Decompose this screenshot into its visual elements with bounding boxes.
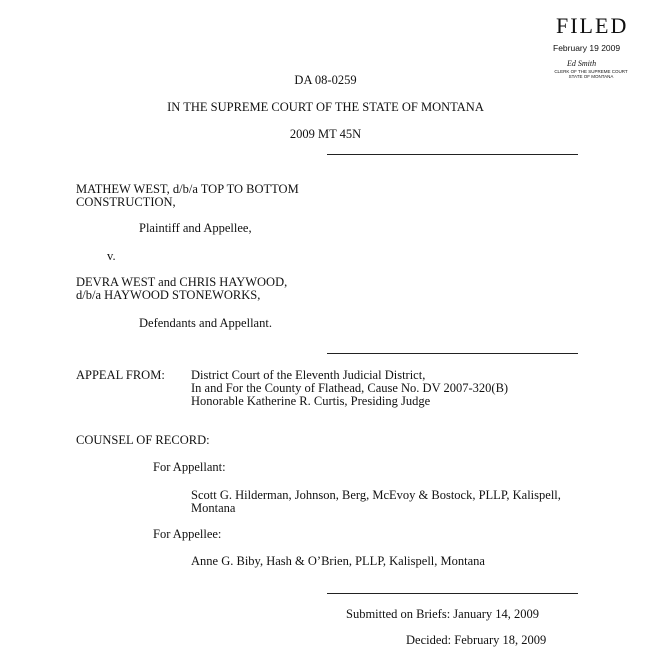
plaintiff-name-line1: MATHEW WEST, d/b/a TOP TO BOTTOM <box>76 182 299 196</box>
versus: v. <box>107 249 116 263</box>
appellant-counsel-line2: Montana <box>191 501 236 515</box>
defendant-name-line1: DEVRA WEST and CHRIS HAYWOOD, <box>76 275 288 289</box>
docket-number: DA 08-0259 <box>294 73 357 87</box>
submitted-date: Submitted on Briefs: January 14, 2009 <box>346 607 540 621</box>
clerk-title-line1: CLERK OF THE SUPREME COURT <box>554 69 628 74</box>
appellant-counsel-line1: Scott G. Hilderman, Johnson, Berg, McEvoy & Bostock, PLLP, Kalispell, <box>191 488 561 502</box>
caption-rule-top <box>327 154 578 155</box>
plaintiff-name-line2: CONSTRUCTION, <box>76 195 176 209</box>
court-name: IN THE SUPREME COURT OF THE STATE OF MONTANA <box>167 100 484 114</box>
appeal-from-label: APPEAL FROM: <box>76 368 165 382</box>
decided-date: Decided: February 18, 2009 <box>406 633 547 647</box>
plaintiff-role: Plaintiff and Appellee, <box>139 221 252 235</box>
for-appellant-label: For Appellant: <box>153 460 226 474</box>
clerk-title-line2: STATE OF MONTANA <box>568 74 614 79</box>
defendant-name-line2: d/b/a HAYWOOD STONEWORKS, <box>76 288 261 302</box>
counsel-of-record-label: COUNSEL OF RECORD: <box>76 433 210 447</box>
filed-stamp-title: FILED <box>556 13 629 38</box>
appeal-court-line1: District Court of the Eleventh Judicial District, <box>191 368 426 382</box>
for-appellee-label: For Appellee: <box>153 527 222 541</box>
appeal-court-line2: In and For the County of Flathead, Cause No. DV 2007-320(B) <box>191 381 509 395</box>
citation: 2009 MT 45N <box>289 127 362 141</box>
appeal-judge: Honorable Katherine R. Curtis, Presiding Judge <box>191 394 431 408</box>
caption-rule-bottom <box>327 353 578 354</box>
defendant-role: Defendants and Appellant. <box>139 316 272 330</box>
filed-stamp-date: February 19 2009 <box>553 43 621 53</box>
appellee-counsel: Anne G. Biby, Hash & O’Brien, PLLP, Kalispell, Montana <box>191 554 485 568</box>
clerk-signature: Ed Smith <box>567 59 597 68</box>
dates-rule <box>327 593 578 594</box>
